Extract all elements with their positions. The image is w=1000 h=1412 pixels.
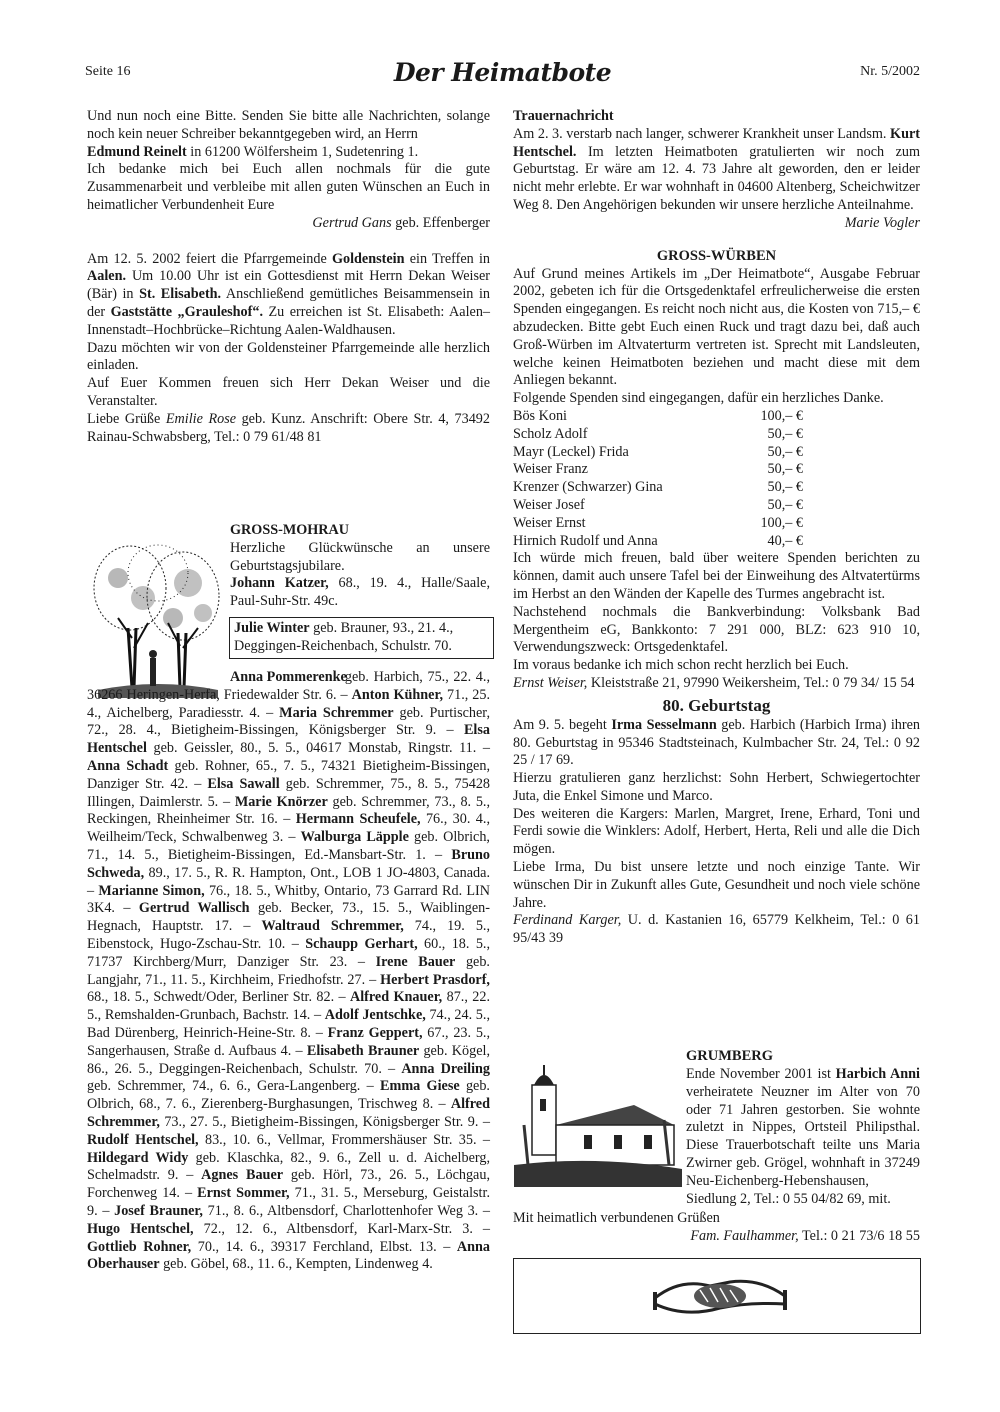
jubilar-details: 76., 18. 5., Whitby, Ontario, 73 Garrard Rd. LIN 3K4. – <box>87 882 490 917</box>
donor-list <box>513 408 803 550</box>
donor-name: Scholz Adolf <box>513 425 588 442</box>
jubilar-name: Emma Giese <box>380 1078 460 1095</box>
jubilar-details: 70., 14. 6., 39317 Ferchland, Elbst. 13. – <box>191 1238 457 1255</box>
mohrau-list: geb. Harbich, 75., 22. 4., 36266 Heringen-Herfa, Friedewalder Str. 6. – Anton Kühner, 71., 25. 4., Aichelberg, Paradiesstr. 4. – Maria Schremmer geb. Purtischer, 72., 28. 4., Bietigheim-Bissingen, Königsberger Str. 9. – Elsa Hentschel geb. Geissler, 80., 5. 5., 04617 Monstab, Ringstr. 11. – Anna Schadt geb. Rohner, 65., 7. 5., 74321 Bietigheim-Bissingen, Danziger Str. 42. – Elsa Sawall geb. Schremmer, 75., 8. 5., 75428 Illingen, Daimlerstr. 5. – Marie Knörzer geb. Schremmer, 73., 8. 5., Reckingen, Rheinheimer Str. 16. – Hermann Scheufele, 76., 30. 4., Weilheim/Teck, Schwalbenweg 3. – Walburga Läpple geb. Olbrich, 71., 14. 5., Bietigheim-Bissingen, Ed.-Mansbart-Str. 1. – Bruno Schweda, 89., 17. 5., R. R. Hampton, Ont., LOB 1 JO-4803, Canada. – Marianne Simon, 76., 18. 5., Whitby, Ontario, 73 Garrard Rd. LIN 3K4. – Gertrud Wallisch geb. Becker, 73., 15. 5., Waiblingen-Hegnach, Hauptstr. 17. – Waltraud Schremmer, 74., 19. 5., Eibenstock, Hugo-Zschau-Str. 10. – Schaupp Gerhart, 60., 18. 5., 71737 Kirchberg/Murr, Danziger Str. 23. – Irene Bauer geb. Langjahr, 71., 11. 5., Kirchheim, Friedhofstr. 27. – Herbert Prasdorf, 68., 18. 5., Schwedt/Oder, Berliner Str. 82. – Alfred Knauer, 87., 22. 5., Remshalden-Grunbach, Bachstr. 14. – Adolf Jentschke, 74., 24. 5., Bad Dürenberg, Heinrich-Heine-Str. 8. – Franz Geppert, 67., 23. 5., Sangerhausen, Straße d. Aufbaus 4. – Elisabeth Brauner geb. Kögel, 86., 26. 5., Deggingen-Reichenbach, Schulstr. 70. – Anna Dreiling geb. Schremmer, 74., 6. 6., Gera-Langenberg. – Emma Giese geb. Olbrich, 68., 7. 6., Zierenberg-Burghasungen, Trischweg 8. – Alfred Schremmer, 73., 27. 5., Bietigheim-Bissingen, Königsberger Str. 9. – Rudolf Hentschel, 83., 10. 6., Vellmar, Frommershäuser Str. 35. – Hildegard Widy geb. Klaschka, 82., 9. 6., Zell u. d. Aichelberg, Schelmadstr. 9. – Agnes Bauer geb. Hörl, 73., 26. 5., Löchgau, Forchenweg 14. – Ernst Sommer, 71., 31. 5., Merseburg, Geistalstr. 9. – Josef Brauner, 71., 8. 6., Altbensdorf, Charlottenhofer Weg 3. – Hugo Hentschel, 72., 12. 6., Altbensdorf, Karl-Marx-Str. 3. – Gottlieb Rohner, 70., 14. 6., 39317 Ferchland, Elbst. 13. – Anna Oberhauser geb. Göbel, 68., 11. 6., Kempten, Lindenweg 4. <box>87 669 491 1273</box>
donor-name: Weiser Josef <box>513 496 585 513</box>
goldenstein-article: Am 12. 5. 2002 feiert die Pfarrgemeinde Goldenstein ein Treffen in Aalen. Um 10.00 Uhr ist ein Gottesdienst mit Herrn Dekan Weiser (Bär) in St. Elisabeth. Anschließend gemütliches Beisammensein in der Gaststätte „Grauleshof“. Zu erreichen ist St. Elisabeth: Aalen–Innenstadt–Hochbrücke–Richtung Aalen-Waldhausen. <box>87 250 491 338</box>
jubilar-details: geb. Göbel, 68., 11. 6., Kempten, Lindenweg 4. <box>159 1256 433 1273</box>
donor-amount: 50,– € <box>767 496 803 513</box>
jubilar-name: Marianne Simon, <box>98 882 205 899</box>
pommerenke-start: Anna Pommerenke <box>230 669 347 685</box>
jubilar-details: geb. Rohner, 65., 7. 5., 74321 Bietigheim-Bissingen, Danziger Str. 42. – <box>87 757 490 792</box>
donor-amount: 50,– € <box>767 461 803 478</box>
donor-amount: 100,– € <box>760 407 803 424</box>
donor-name: Weiser Ernst <box>513 514 586 531</box>
jubilar-name: Josef Brauner, <box>114 1202 203 1219</box>
jubilar-name: Schaupp Gerhart, <box>305 935 418 952</box>
jubilar-name: Bruno Schweda, <box>87 846 490 881</box>
intro-signature: Gertrud Gans geb. Effenberger <box>312 214 490 231</box>
jubilar-details: 71., 31. 5., Merseburg, Geistalstr. 9. – <box>87 1185 490 1219</box>
donor-amount: 100,– € <box>760 514 803 531</box>
donor-row <box>513 497 803 515</box>
right-column <box>513 108 920 948</box>
donor-amount: 50,– € <box>767 443 803 460</box>
jubilar-details: geb. Schremmer, 73., 8. 5., Reckingen, Rheinheimer Str. 16. – <box>87 793 491 828</box>
geburtstag-p2: Hierzu gratulieren ganz herzlichst: Sohn Herbert, Schwiegertochter Juta, die Enkel Simone und Marco. <box>513 770 920 804</box>
jubilar-name: Franz Geppert, <box>327 1024 423 1041</box>
jubilar-details: 74., 24. 5., Bad Dürenberg, Heinrich-Heine-Str. 8. – <box>87 1007 490 1041</box>
donor-row <box>513 479 803 497</box>
jubilar-details: geb. Olbrich, 68., 7. 6., Zierenberg-Burghasungen, Trischweg 8. – <box>87 1078 490 1113</box>
jubilar-details: geb. Olbrich, 71., 14. 5., Bietigheim-Bissingen, Ed.-Mansbart-Str. 1. – <box>87 829 490 863</box>
jubilar-details: geb. Geissler, 80., 5. 5., 04617 Monstab, Ringstr. 11. – <box>146 740 490 757</box>
jubilar-name: Elisabeth Brauner <box>306 1042 420 1059</box>
winter-box: Julie Winter geb. Brauner, 93., 21. 4., Deggingen-Reichenbach, Schulstr. 70. <box>229 617 494 659</box>
jubilar-details: geb. Purtischer, 72., 28. 4., Bietigheim-Bissingen, Königsberger Str. 9. – <box>87 704 490 739</box>
jubilar-name: Anna Schadt <box>87 757 169 774</box>
jubilar-details: geb. Becker, 73., 15. 5., Waiblingen-Hegnach, Hauptstr. 17. – <box>87 900 490 935</box>
grumberg-signature: Fam. Faulhammer, Tel.: 0 21 73/6 18 55 <box>690 1227 920 1244</box>
grumberg-greeting: Mit heimatlich verbundenen Grüßen <box>513 1210 720 1226</box>
page-header <box>85 58 920 88</box>
jubilar-name: Alfred Schremmer, <box>87 1096 490 1130</box>
grumberg-heading: GRUMBERG <box>686 1048 773 1064</box>
jubilar-details: 60., 18. 5., 71737 Kirchberg/Murr, Danziger Str. 23. – <box>87 935 491 970</box>
mohrau-heading: GROSS-MOHRAU <box>230 522 350 538</box>
donor-amount: 50,– € <box>767 425 803 442</box>
church-illustration <box>514 1065 682 1187</box>
donor-row <box>513 444 803 462</box>
page-number: Seite 16 <box>85 64 131 79</box>
jubilar-name: Adolf Jentschke, <box>324 1007 426 1024</box>
donor-row <box>513 408 803 426</box>
goldenstein-signature: Liebe Grüße Emilie Rose geb. Kunz. Anschrift: Obere Str. 4, 73492 Rainau-Schwabsberg, Tel.: 0 79 61/48 81 <box>87 410 490 445</box>
jubilar-name: Alfred Knauer, <box>349 989 443 1006</box>
jubilar-details: 71., 25. 4., Aichelberg, Paradiesstr. 4. – <box>87 686 491 721</box>
wuerben-p5: Im voraus bedanke ich mich schon recht herzlich bei Euch. <box>513 657 849 674</box>
jubilar-details: 83., 10. 6., Vellmar, Frommershäuser Str. 35. – <box>198 1131 490 1148</box>
wuerben-p4: Nachstehend nochmals die Bankverbindung: Volksbank Bad Mergentheim eG, Bankkonto: 7 291 000, BLZ: 623 910 10, Verwendungszweck: Ortsgedenktafel. <box>513 603 920 656</box>
handshake-icon <box>650 1268 790 1324</box>
mohrau-katzer: Johann Katzer, 68., 19. 4., Halle/Saale, Paul-Suhr-Str. 49c. <box>230 575 490 610</box>
jubilar-name: Herbert Prasdorf, <box>380 971 490 988</box>
jubilar-name: Hugo Hentschel, <box>87 1220 194 1237</box>
donor-row <box>513 515 803 533</box>
jubilar-name: Walburga Läpple <box>300 829 409 846</box>
geburtstag-signature: Ferdinand Karger, U. d. Kastanien 16, 65779 Kelkheim, Tel.: 0 61 95/43 39 <box>513 912 920 947</box>
jubilar-details: 87., 22. 5., Remshalden-Grunbach, Bachstr. 14. – <box>87 989 490 1024</box>
jubilar-name: Gertrud Wallisch <box>138 900 250 917</box>
jubilar-name: Rudolf Hentschel, <box>87 1131 199 1148</box>
geburtstag-p3: Des weiteren die Kargers: Marlen, Margret, Irene, Erhard, Toni und Ferdi sowie die Winklers: Adolf, Herbert, Herta, Reli und alle die Dich mögen. <box>513 805 920 858</box>
geburtstag-p4: Liebe Irma, Du bist unsere letzte und noch einzige Tante. Wir wünschen Dir in Zukunft alles Gute, Gesundheit und noch viele schöne Jahre. <box>513 859 920 911</box>
wuerben-heading: GROSS-WÜRBEN <box>656 247 777 264</box>
jubilar-name: Gottlieb Rohner, <box>87 1238 192 1255</box>
donor-amount: 50,– € <box>767 479 803 496</box>
mohrau-header-block <box>230 522 490 611</box>
trauer-text: Am 2. 3. verstarb nach langer, schwerer Krankheit unser Landsm. Kurt Hentschel. Im letzten Heimatboten gratulierten wir noch zum Geburtstag. Er wäre am 12. 4. 73 Jahre alt geworden, den er leider nicht mehr erlebte. Er war wohnhaft in 04600 Altenberg, Scheichwitzer Weg 8. Den Angehörigen bekunden wir unsere herzliche Anteilnahme. Marie Vogler <box>513 125 920 231</box>
jubilar-name: Agnes Bauer <box>201 1167 284 1184</box>
donor-name: Hirnich Rudolf und Anna <box>513 532 658 549</box>
jubilar-details: 68., 18. 5., Schwedt/Oder, Berliner Str. 82. – <box>87 989 350 1006</box>
wuerben-p3: Ich würde mich freuen, bald über weitere Spenden berichten zu können, damit auch unsere Tafel bei der Einweihung des Altvatertürms im Herbst an den Wänden der Kapelle des Turmes angebracht ist. <box>513 550 920 602</box>
jubilar-name: Irene Bauer <box>375 953 456 970</box>
jubilar-name: Hildegard Widy <box>87 1149 189 1166</box>
jubilar-details: geb. Kögel, 86., 26. 5., Deggingen-Reichenbach, Schulstr. 70. – <box>87 1042 490 1077</box>
jubilar-name: Anna Dreiling <box>401 1060 490 1077</box>
masthead: Der Heimatbote <box>393 58 612 87</box>
goldenstein-invite: Dazu möchten wir von der Goldensteiner Pfarrgemeinde alle herzlich einladen. <box>87 339 490 374</box>
geburtstag-p1: Am 9. 5. begeht Irma Sesselmann geb. Harbich (Harbich Irma) ihren 80. Geburtstag in 95346 Stadtsteinach, Kulmbacher Str. 24, Tel.: 0 92 25 / 17 69. <box>513 716 920 769</box>
wuerben-signature: Ernst Weiser, Kleiststraße 21, 97990 Weikersheim, Tel.: 0 79 34/ 15 54 <box>513 674 915 691</box>
donor-row <box>513 533 803 551</box>
jubilar-name: Elsa Sawall <box>207 775 280 792</box>
jubilar-details: 89., 17. 5., R. R. Hampton, Ont., LOB 1 JO-4803, Canada. – <box>87 864 490 899</box>
donor-name: Mayr (Leckel) Frida <box>513 443 629 460</box>
jubilar-details: geb. Schremmer, 74., 6. 6., Gera-Langenberg. – <box>87 1078 381 1095</box>
jubilar-details: geb. Schremmer, 75., 8. 5., 75428 Illingen, Daimlerstr. 5. – <box>87 775 491 810</box>
jubilar-details: 76., 30. 4., Weilheim/Teck, Schwalbenweg 3. – <box>87 811 490 846</box>
jubilar-details: geb. Klaschka, 82., 9. 6., Zell u. d. Aichelberg, Schelmadstr. 9. – <box>87 1149 490 1184</box>
intro-text: Und nun noch eine Bitte. Senden Sie bitte alle Nachrichten, solange noch kein neuer Schreiber bekanntgegeben wird, an Herrn Edmund Reinelt in 61200 Wölfersheim 1, Sudetenring 1. <box>87 108 490 160</box>
grumberg-text-side: Ende November 2001 ist Harbich Anni verheiratete Neuzner im Alter von 70 oder 71 Jahren gestorben. Sie wohnte zuletzt in Nippes, Ortsteil Philipsthal. Diese Trauerbotschaft teilte uns Maria Zwirner geb. Grögel, wohnhaft in 37249 Neu-Eichenberg-Hebenshausen, Siedlung 2, Tel.: 0 55 04/82 69, mit. <box>686 1066 920 1207</box>
jubilar-name: Hermann Scheufele, <box>295 811 421 828</box>
jubilar-name: Marie Knörzer <box>234 793 328 810</box>
jubilar-name: Anton Kühner, <box>351 686 444 703</box>
issue-number: Nr. 5/2002 <box>860 64 920 79</box>
donor-name: Bös Koni <box>513 407 567 424</box>
jubilar-details: 73., 27. 5., Bietigheim-Bissingen, Königsberger Str. 9. – <box>159 1113 490 1130</box>
left-column-top <box>87 108 490 446</box>
donor-name: Krenzer (Schwarzer) Gina <box>513 479 663 496</box>
wuerben-p1: Auf Grund meines Artikels im „Der Heimatbote“, Ausgabe Februar 2002, gebeten ich für die Ortsgedenktafel erfreulicherweise die ersten Spenden eingegangen. Es reicht noch nicht aus, die Kosten von 715,– € abzudecken. Bitte gebt Euch einen Ruck und tragt dazu bei, daß auch Groß-Würben im Altvaterturm vertreten ist. Sprecht mit Landsleuten, welche keinen Heimatboten beziehen und macht diese mit dem Anliegen bekannt. <box>513 265 920 389</box>
jubilar-name: Elsa Hentschel <box>87 722 490 757</box>
mohrau-intro: Herzliche Glückwünsche an unsere Geburtstagsjubilare. <box>230 539 490 574</box>
jubilar-details: geb. Langjahr, 71., 11. 5., Kirchheim, Friedhofstr. 27. – <box>87 953 490 988</box>
donor-row <box>513 426 803 444</box>
jubilar-details: geb. Hörl, 73., 26. 5., Löchgau, Forchenweg 14. – <box>87 1167 490 1202</box>
jubilar-details: 72., 12. 6., Altbensdorf, Karl-Marx-Str. 3. – <box>193 1220 490 1237</box>
jubilar-name: Maria Schremmer <box>279 704 394 721</box>
trauer-heading: Trauernachricht <box>513 108 614 124</box>
jubilar-details: 71., 8. 6., Altbensdorf, Charlottenhofer Weg 3. – <box>202 1202 491 1219</box>
intro-thanks: Ich bedanke mich bei Euch allen nochmals für die gute Zusammenarbeit und verbleibe mit allen guten Wünschen an Euch in heimatlicher Verbundenheit Eure <box>87 161 490 213</box>
jubilar-name: Waltraud Schremmer, <box>261 918 404 935</box>
geburtstag-heading: 80. Geburtstag <box>662 695 771 715</box>
donor-name: Weiser Franz <box>513 461 588 478</box>
goldenstein-organizers: Auf Euer Kommen freuen sich Herr Dekan Weiser und die Veranstalter. <box>87 375 490 409</box>
donor-row <box>513 461 803 479</box>
jubilar-details: 67., 23. 5., Sangerhausen, Straße d. Aufbaus 4. – <box>87 1024 491 1059</box>
grumberg-closing <box>513 1210 920 1246</box>
grumberg-block <box>686 1048 920 1066</box>
jubilar-name: Anna Oberhauser <box>87 1238 490 1273</box>
jubilar-name: Ernst Sommer, <box>197 1185 290 1202</box>
wuerben-p2: Folgende Spenden sind eingegangen, dafür ein herzliches Danke. <box>513 390 884 407</box>
jubilar-details: 74., 19. 5., Eibenstock, Hugo-Zschau-Str. 10. – <box>87 918 491 952</box>
donor-amount: 40,– € <box>767 532 803 549</box>
